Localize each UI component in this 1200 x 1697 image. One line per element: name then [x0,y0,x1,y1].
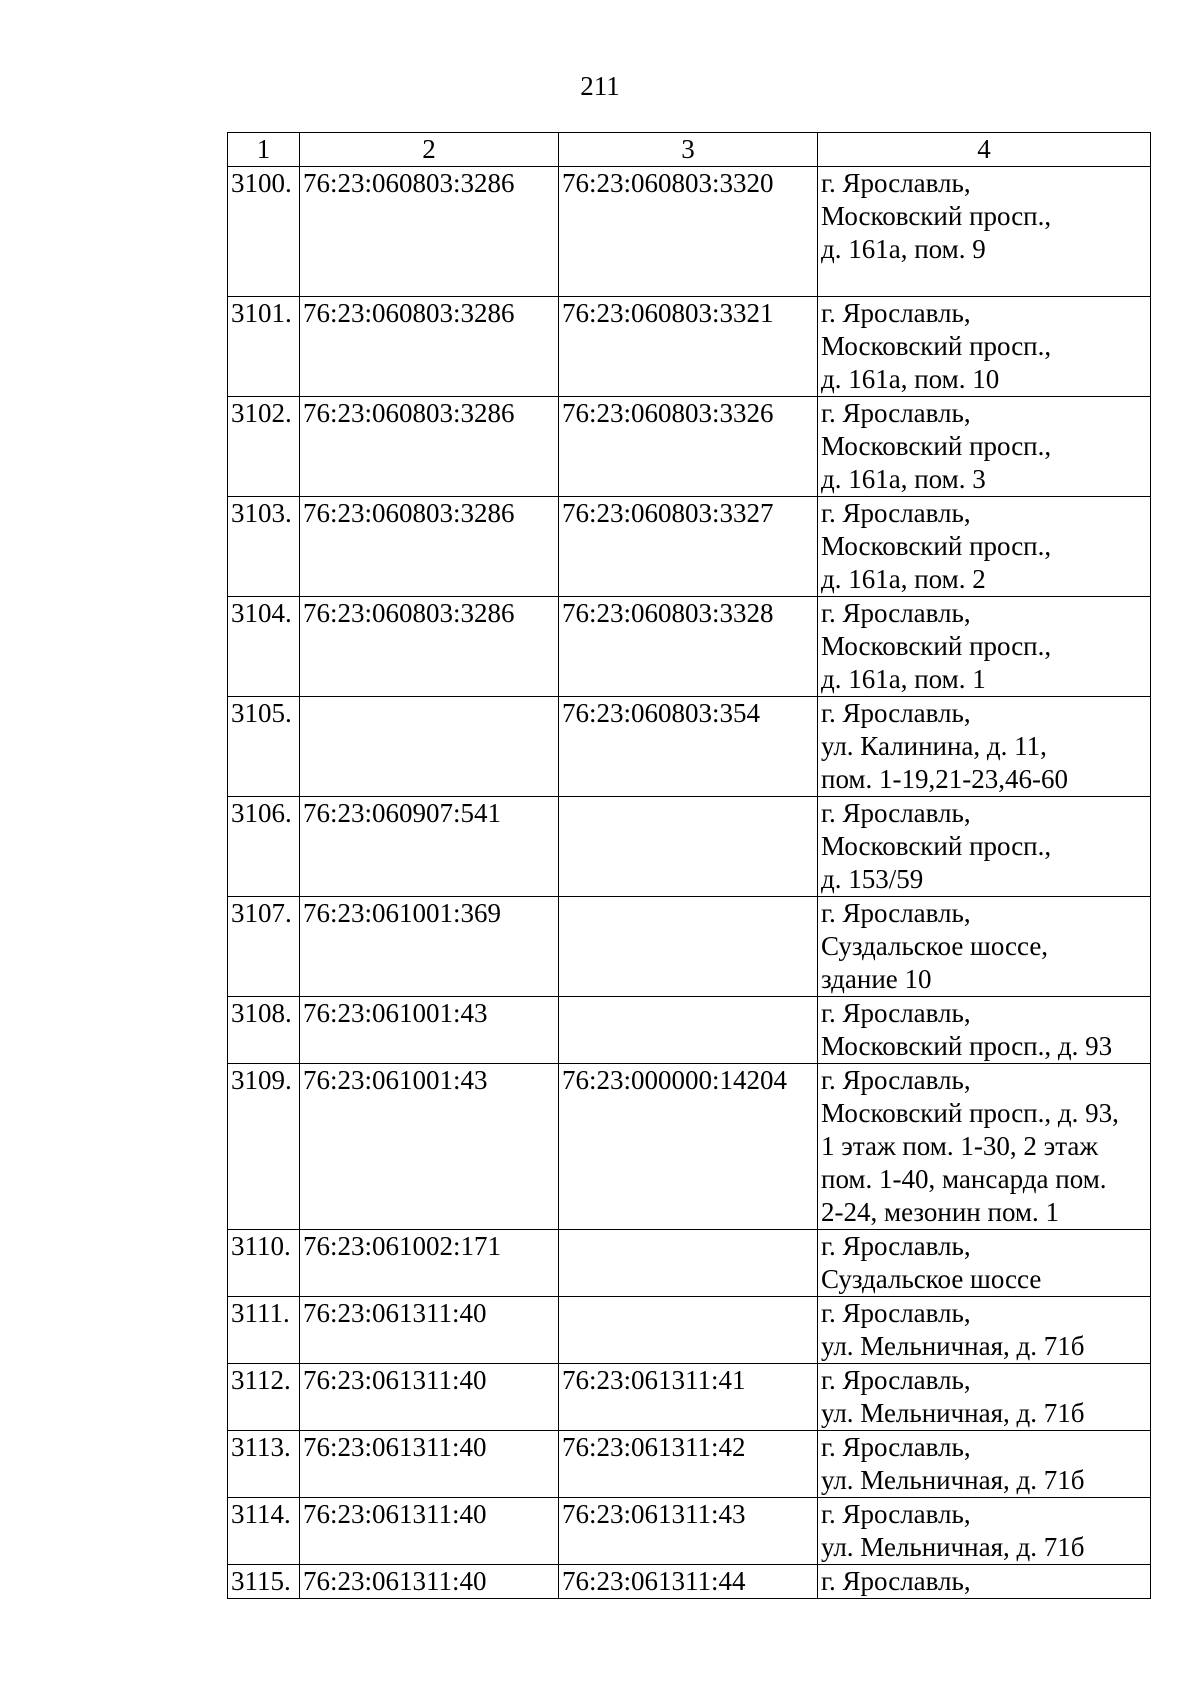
row-number-cell: 3103. [228,497,300,597]
address-line: ул. Мельничная, д. 71б [821,1331,1085,1361]
cadastral-number-cell: 76:23:060803:3286 [300,167,559,297]
address-line: д. 161а, пом. 9 [821,234,986,264]
row-number-cell: 3112. [228,1364,300,1431]
address-cell [818,897,1151,997]
address-line: д. 161а, пом. 3 [821,464,986,494]
cadastral-number-cell: 76:23:000000:14204 [559,1064,818,1230]
table-row [228,1064,1151,1230]
cadastral-number-cell: 76:23:061002:171 [300,1230,559,1297]
cadastral-number-cell: 76:23:061311:40 [300,1364,559,1431]
cadastral-number-cell: 76:23:061311:40 [300,1498,559,1565]
table-body [228,167,1151,1599]
address-line: 2-24, мезонин пом. 1 [821,1197,1060,1227]
cadastral-number-cell: 76:23:060803:3286 [300,297,559,397]
address-line: г. Ярославль, [821,798,971,828]
header-col-1: 1 [228,133,300,167]
address-line: г. Ярославль, [821,698,971,728]
table-row [228,797,1151,897]
address-line: ул. Мельничная, д. 71б [821,1465,1085,1495]
address-line: г. Ярославль, [821,1231,971,1261]
row-number-cell: 3111. [228,1297,300,1364]
cadastral-number-cell: 76:23:060803:3286 [300,397,559,497]
cadastral-number-cell [559,997,818,1064]
header-col-2: 2 [300,133,559,167]
table-row [228,1565,1151,1599]
address-line: Московский просп., [821,831,1052,861]
address-cell [818,797,1151,897]
address-line: Московский просп., д. 93 [821,1031,1113,1061]
cadastral-number-cell: 76:23:061311:40 [300,1431,559,1498]
address-line: г. Ярославль, [821,498,971,528]
address-line: д. 161а, пом. 1 [821,664,986,694]
address-cell [818,167,1151,297]
address-cell [818,497,1151,597]
row-number-cell: 3101. [228,297,300,397]
address-line: д. 161а, пом. 10 [821,364,1000,394]
cadastral-number-cell: 76:23:061311:42 [559,1431,818,1498]
table-header [228,133,1151,167]
table-row [228,1230,1151,1297]
address-line: г. Ярославль, [821,168,971,198]
address-line: ул. Калинина, д. 11, [821,731,1047,761]
cadastral-number-cell: 76:23:060803:3286 [300,597,559,697]
address-cell [818,1297,1151,1364]
table-row [228,397,1151,497]
address-line: здание 10 [821,964,932,994]
address-line: г. Ярославль, [821,1365,971,1395]
address-line: г. Ярославль, [821,898,971,928]
table-row [228,1364,1151,1431]
row-number-cell: 3108. [228,997,300,1064]
cadastral-number-cell: 76:23:061311:43 [559,1498,818,1565]
address-cell [818,997,1151,1064]
address-cell [818,1064,1151,1230]
row-number-cell: 3100. [228,167,300,297]
header-col-3: 3 [559,133,818,167]
address-line: Московский просп., д. 93, [821,1098,1119,1128]
address-line: г. Ярославль, [821,1065,971,1095]
row-number-cell: 3105. [228,697,300,797]
page-number: 211 [580,71,620,101]
address-line: Московский просп., [821,631,1052,661]
address-cell [818,597,1151,697]
address-line: г. Ярославль, [821,998,971,1028]
address-line: Московский просп., [821,531,1052,561]
address-line: Суздальское шоссе [821,1264,1042,1294]
address-line: Суздальское шоссе, [821,931,1049,961]
row-number-cell: 3114. [228,1498,300,1565]
address-cell [818,1565,1151,1599]
cadastral-number-cell [559,797,818,897]
row-number-cell: 3115. [228,1565,300,1599]
cadastral-number-cell: 76:23:060803:3328 [559,597,818,697]
registry-table [227,132,1151,1599]
address-line: д. 153/59 [821,864,924,894]
address-cell [818,1364,1151,1431]
row-number-cell: 3102. [228,397,300,497]
cadastral-number-cell: 76:23:060803:3326 [559,397,818,497]
address-line: 1 этаж пом. 1-30, 2 этаж [821,1131,1098,1161]
row-number-cell: 3106. [228,797,300,897]
address-cell [818,1498,1151,1565]
address-line: Московский просп., [821,201,1052,231]
cadastral-number-cell: 76:23:061311:44 [559,1565,818,1599]
address-line: пом. 1-19,21-23,46-60 [821,764,1068,794]
cadastral-number-cell: 76:23:061311:40 [300,1297,559,1364]
row-number-cell: 3110. [228,1230,300,1297]
cadastral-number-cell: 76:23:060907:541 [300,797,559,897]
address-line: г. Ярославль, [821,398,971,428]
cadastral-number-cell: 76:23:061001:369 [300,897,559,997]
address-line: г. Ярославль, [821,598,971,628]
row-number-cell: 3107. [228,897,300,997]
address-line: ул. Мельничная, д. 71б [821,1532,1085,1562]
header-row [228,133,1151,167]
address-line: г. Ярославль, [821,1432,971,1462]
address-line: г. Ярославль, [821,1298,971,1328]
table-row [228,997,1151,1064]
cadastral-number-cell [300,697,559,797]
cadastral-number-cell: 76:23:060803:354 [559,697,818,797]
cadastral-number-cell: 76:23:060803:3327 [559,497,818,597]
address-line: г. Ярославль, [821,298,971,328]
row-number-cell: 3109. [228,1064,300,1230]
address-cell [818,1431,1151,1498]
address-cell [818,397,1151,497]
table-row [228,1498,1151,1565]
address-line: г. Ярославль, [821,1566,971,1596]
cadastral-number-cell: 76:23:061311:40 [300,1565,559,1599]
address-cell [818,297,1151,397]
cadastral-number-cell [559,1297,818,1364]
table-row [228,697,1151,797]
table-row [228,297,1151,397]
address-cell [818,1230,1151,1297]
address-cell [818,697,1151,797]
row-number-cell: 3113. [228,1431,300,1498]
address-line: пом. 1-40, мансарда пом. [821,1164,1107,1194]
table-row [228,897,1151,997]
address-line: Московский просп., [821,431,1052,461]
table-row [228,1431,1151,1498]
cadastral-number-cell: 76:23:061001:43 [300,997,559,1064]
cadastral-number-cell: 76:23:060803:3321 [559,297,818,397]
table-row [228,167,1151,297]
cadastral-number-cell: 76:23:061001:43 [300,1064,559,1230]
row-number-cell: 3104. [228,597,300,697]
cadastral-number-cell: 76:23:061311:41 [559,1364,818,1431]
table-row [228,597,1151,697]
address-line: ул. Мельничная, д. 71б [821,1398,1085,1428]
header-col-4: 4 [818,133,1151,167]
cadastral-number-cell [559,1230,818,1297]
cadastral-number-cell: 76:23:060803:3320 [559,167,818,297]
cadastral-number-cell [559,897,818,997]
table-row [228,497,1151,597]
address-line: Московский просп., [821,331,1052,361]
address-line: д. 161а, пом. 2 [821,564,986,594]
address-line: г. Ярославль, [821,1499,971,1529]
table-row [228,1297,1151,1364]
cadastral-number-cell: 76:23:060803:3286 [300,497,559,597]
